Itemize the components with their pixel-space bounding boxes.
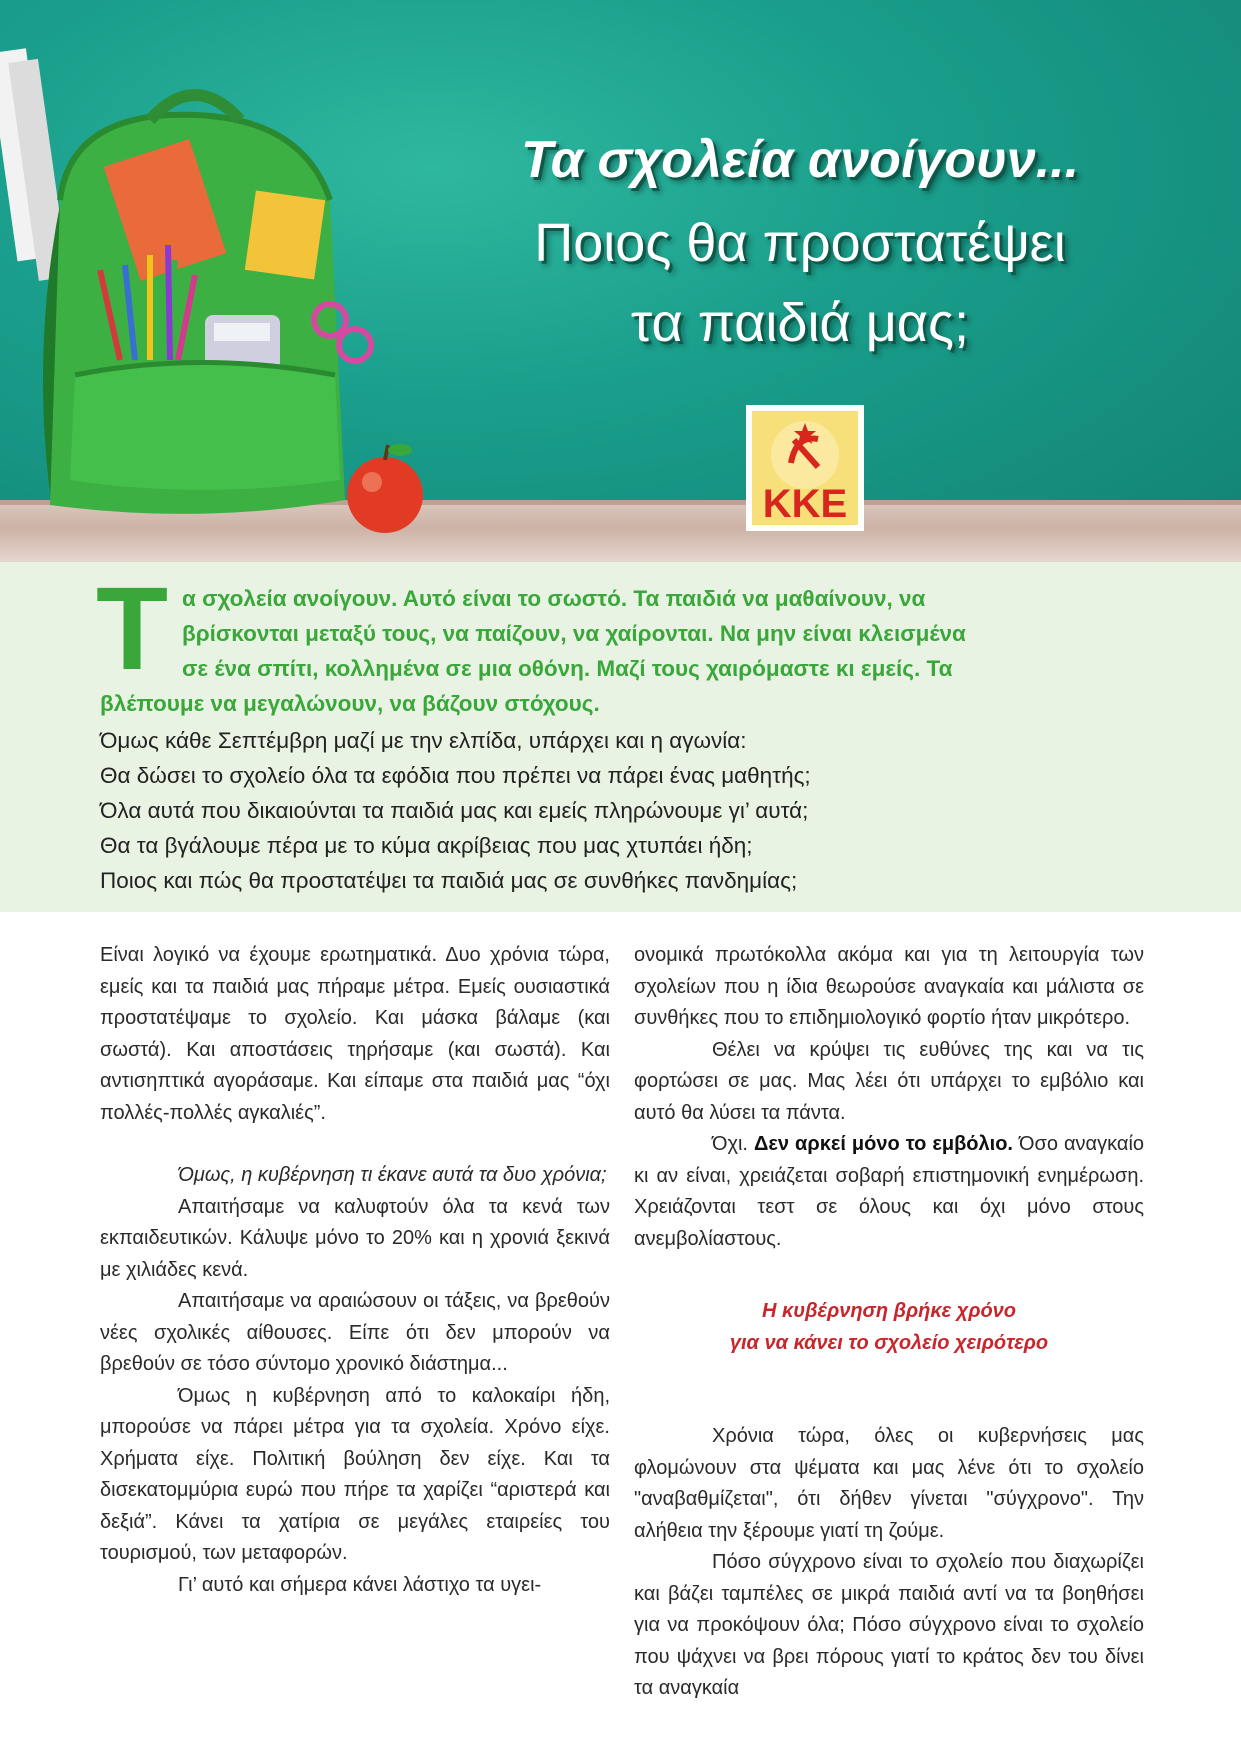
dropcap: Τ <box>96 563 169 695</box>
right-paragraph: Πόσο σύγχρονο είναι το σχολείο που διαχωρίζει και βάζει ταμπέλες σε μικρά παιδιά αντί να τα βοηθήσει για να προκόψουν όλα; Πόσο σύγχρονο είναι το σχολείο που ψάχνει να βρει πόρους γιατί το κράτος δεν του δίνει τα αναγκαία <box>634 1551 1144 1699</box>
subheading-line2: για να κάνει το σχολείο χειρότερο <box>729 1331 1049 1354</box>
question-line: Όμως κάθε Σεπτέμβρη μαζί με την ελπίδα, υπάρχει και η αγωνία: <box>100 728 747 753</box>
left-column <box>100 940 610 1601</box>
emphasis-text: Δεν αρκεί μόνο το εμβόλιο. <box>754 1133 1013 1155</box>
logo-text: ΚΚΕ <box>762 482 848 526</box>
right-paragraph: Θέλει να κρύψει τις ευθύνες της και να τις φορτώσει σε μας. Μας λέει ότι υπάρχει το εμβόλιο και αυτό θα λύσει τα πάντα. <box>634 1038 1144 1124</box>
question-line: Ποιος και πώς θα προστατέψει τα παιδιά μας σε συνθήκες πανδημίας; <box>100 868 798 893</box>
lead-line3: σε ένα σπίτι, κολλημένα σε μια οθόνη. Μαζί τους χαιρόμαστε κι εμείς. Τα <box>182 656 953 681</box>
left-paragraph: Γι’ αυτό και σήμερα κάνει λάστιχο τα υγει- <box>178 1573 542 1596</box>
right-paragraph: Χρόνια τώρα, όλες οι κυβερνήσεις μας φλομώνουν στα ψέματα και μας λένε ότι το σχολείο "αναβαθμίζεται", ότι δήθεν γίνεται "σύγχρονο". Την αλήθεια την ξέρουμε γιατί τη ζούμε. <box>634 1425 1144 1542</box>
lead-line2: βρίσκονται μεταξύ τους, να παίζουν, να χαίρονται. Να μην είναι κλεισμένα <box>182 621 966 646</box>
backpack-illustration <box>0 0 440 545</box>
question-line: Θα τα βγάλουμε πέρα με το κύμα ακρίβειας που μας χτυπάει ήδη; <box>100 833 753 858</box>
right-paragraph: ονομικά πρωτόκολλα ακόμα και για τη λειτουργία των σχολείων που η ίδια θεωρούσε αναγκαία και μάλιστα σε συνθήκες που το επιδημιολογικό φορτίο ήταν μικρότερο. <box>634 944 1144 1029</box>
left-paragraph: Απαιτήσαμε να καλυφτούν όλα τα κενά των εκπαιδευτικών. Κάλυψε μόνο το 20% και η χρονιά ξεκινά με χιλιάδες κενά. <box>100 1195 610 1281</box>
left-paragraph-italic: Όμως, η κυβέρνηση τι έκανε αυτά τα δυο χρόνια; <box>178 1164 607 1186</box>
question-line: Όλα αυτά που δικαιούνται τα παιδιά μας και εμείς πληρώνουμε γι’ αυτά; <box>100 798 809 823</box>
hero-title-line2: Ποιος θα προστατέψει <box>534 213 1066 273</box>
left-paragraph: Απαιτήσαμε να αραιώσουν οι τάξεις, να βρεθούν νέες σχολικές αίθουσες. Είπε ότι δεν μπορούν να βρεθούν σε τόσο σύντομο χρονικό διάστημα... <box>100 1290 610 1375</box>
right-paragraph-emphasis: Όχι. Δεν αρκεί μόνο το εμβόλιο. Όσο αναγκαίο κι αν είναι, χρειάζεται σοβαρή επιστημονική ενημέρωση. Χρειάζονται τεστ σε όλους και όχι μόνο στους ανεμβολίαστους. <box>634 1133 1145 1250</box>
hero-banner <box>0 0 1241 562</box>
left-paragraph: Όμως η κυβέρνηση από το καλοκαίρι ήδη, μπορούσε να πάρει μέτρα για τα σχολεία. Χρόνο είχε. Χρήματα είχε. Πολιτική βούληση δεν είχε. Και τα δισεκατομμύρια ευρώ που πήρε τα χαρίζει “αριστερά και δεξιά”. Κάνει τα χατίρια σε μεγάλες εταιρείες του τουρισμού, των μεταφορών. <box>100 1384 610 1564</box>
left-paragraph: Είναι λογικό να έχουμε ερωτηματικά. Δυο χρόνια τώρα, εμείς και τα παιδιά μας πήραμε μέτρα. Εμείς ουσιαστικά προστατέψαμε το σχολείο. Και μάσκα βάλαμε (και σωστά). Και αποστάσεις τηρήσαμε (και σωστά). Και αντισηπτικά αγοράσαμε. Και είπαμε στα παιδιά μας “όχι πολλές-πολλές αγκαλιές”. <box>100 944 610 1124</box>
kke-logo <box>746 405 864 531</box>
hero-title-line3: τα παιδιά μας; <box>630 293 970 353</box>
hero-title-line1: Τα σχολεία ανοίγουν... <box>520 131 1080 189</box>
lead-line4: βλέπουμε να μεγαλώνουν, να βάζουν στόχους. <box>100 691 600 716</box>
right-column <box>634 940 1144 1705</box>
lead-line1: α σχολεία ανοίγουν. Αυτό είναι το σωστό. Τα παιδιά να μαθαίνουν, να <box>182 586 926 611</box>
subheading-line1: Η κυβέρνηση βρήκε χρόνο <box>761 1300 1017 1322</box>
question-line: Θα δώσει το σχολείο όλα τα εφόδια που πρέπει να πάρει ένας μαθητής; <box>100 763 811 788</box>
